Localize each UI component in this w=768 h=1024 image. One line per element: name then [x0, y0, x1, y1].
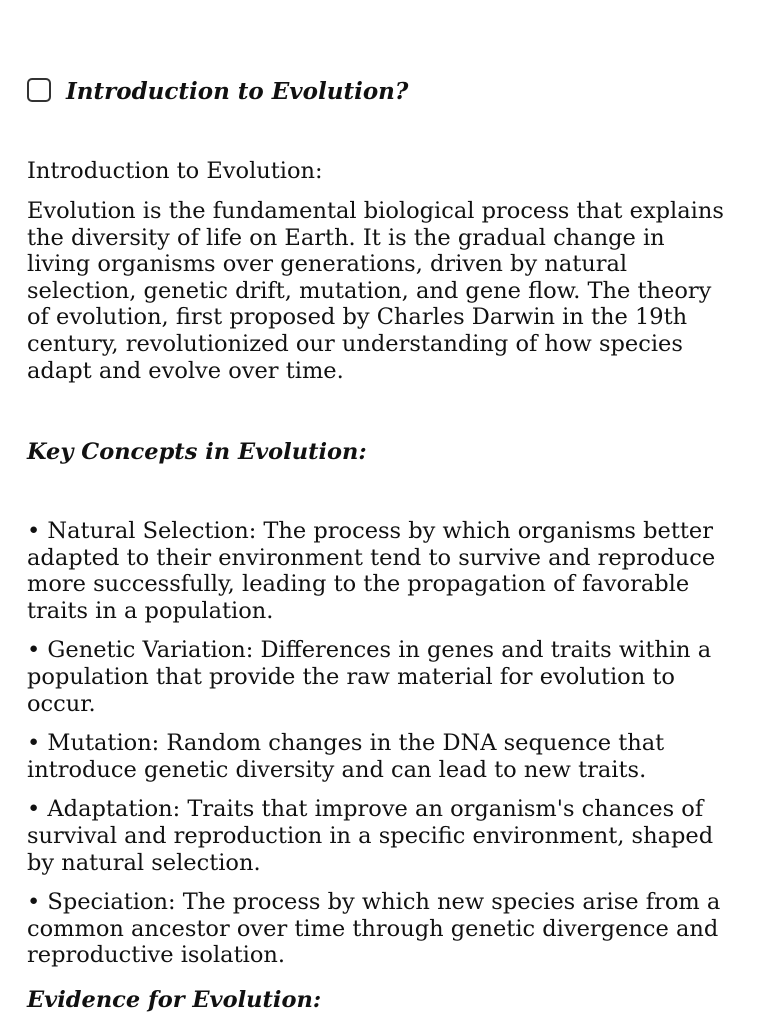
key-concepts-list [27, 518, 727, 982]
intro-label: Introduction to Evolution: [27, 158, 323, 184]
list-item: • Speciation: The process by which new species arise from a common ancestor over time through genetic divergence and reproductive isolation. [27, 889, 721, 969]
list-item: • Natural Selection: The process by which organisms better adapted to their environment tend to survive and reproduce more successfully, leading to the propagation of favorable traits in a population. [27, 518, 716, 624]
list-item: • Mutation: Random changes in the DNA sequence that introduce genetic diversity and can lead to new traits. [27, 730, 665, 783]
key-concepts-heading: Key Concepts in Evolution: [27, 439, 367, 465]
title-checkbox[interactable] [27, 78, 51, 102]
page-title: Introduction to Evolution? [66, 78, 409, 105]
list-item: • Genetic Variation: Differences in genes and traits within a population that provide the raw material for evolution to occur. [27, 637, 712, 717]
list-item: • Adaptation: Traits that improve an organism's chances of survival and reproduction in a specific environment, shaped by natural selection. [27, 796, 714, 876]
evidence-heading: Evidence for Evolution: [27, 987, 322, 1013]
intro-paragraph: Evolution is the fundamental biological process that explains the diversity of life on Earth. It is the gradual change in living organisms over generations, driven by natural selection, genetic drift, mutation, and gene flow. The theory of evolution, first proposed by Charles Darwin in the 19th century, revolutionized our understanding of how species adapt and evolve over time. [27, 198, 724, 384]
title-row [27, 74, 408, 106]
